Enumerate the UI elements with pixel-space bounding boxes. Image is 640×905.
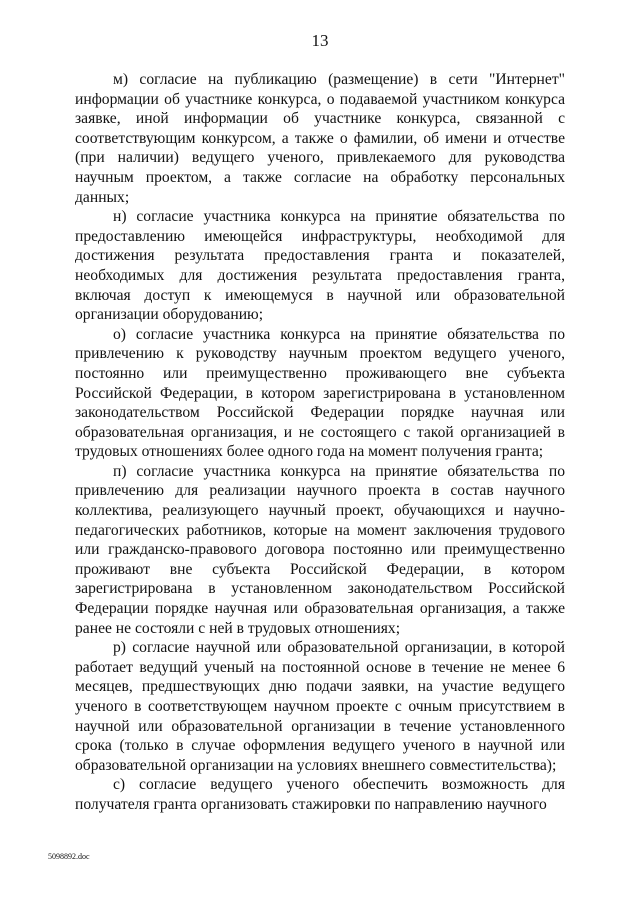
paragraph-m: м) согласие на публикацию (размещение) в сети "Интернет" информации об участнике конкурса, о подаваемой участником конкурса заявке, иной информации об участнике конкурса, связанной с соответствующим конкурсом, а также о фамилии, об имени и отчестве (при наличии) ведущего ученого, привлекаемого для руководства научным проектом, а также согласие на обработку персональных данных; [75,71,565,206]
document-body [75,70,565,815]
page-number: 13 [311,31,329,50]
paragraph-o: о) согласие участника конкурса на принятие обязательства по привлечению к руководству научным проектом ведущего ученого, постоянно или преимущественно проживающего вне субъекта Российской Федерации, в котором зарегистрирована в установленном законодательством Российской Федерации порядке научная или образовательная организация, и не состоящего с такой организацией в трудовых отношениях более одного года на момент получения гранта; [75,325,565,461]
paragraph-p: п) согласие участника конкурса на принятие обязательства по привлечению для реализации научного проекта в состав научного коллектива, реализующего научный проект, обучающихся и научно-педагогических работников, которые на момент заключения трудового или гражданско-правового договора постоянно или преимущественно проживают вне субъекта Российской Федерации, в котором зарегистрирована в установленном законодательством Российской Федерации порядке научная или образовательная организация, а также ранее не состояли с ней в трудовых отношениях; [75,462,565,637]
paragraph-n: н) согласие участника конкурса на принятие обязательства по предоставлению имеющейся инфраструктуры, необходимой для достижения результата предоставления гранта и показателей, необходимых для достижения результата предоставления гранта, включая доступ к имеющемуся в научной или образовательной организации оборудованию; [75,208,565,324]
paragraph-s: с) согласие ведущего ученого обеспечить возможность для получателя гранта организовать стажировки по направлению научного [75,776,565,813]
paragraph-r: р) согласие научной или образовательной организации, в которой работает ведущий ученый на постоянной основе в течение не менее 6 месяцев, предшествующих дню подачи заявки, на участие ведущего ученого в соответствующем научном проекте с очным присутствием в научной или образовательной организации в течение установленного срока (только в случае оформления ведущего ученого в научной или образовательной организации на условиях внешнего совместительства); [75,639,565,774]
footer-document-code: 5098892.doc [48,852,90,861]
